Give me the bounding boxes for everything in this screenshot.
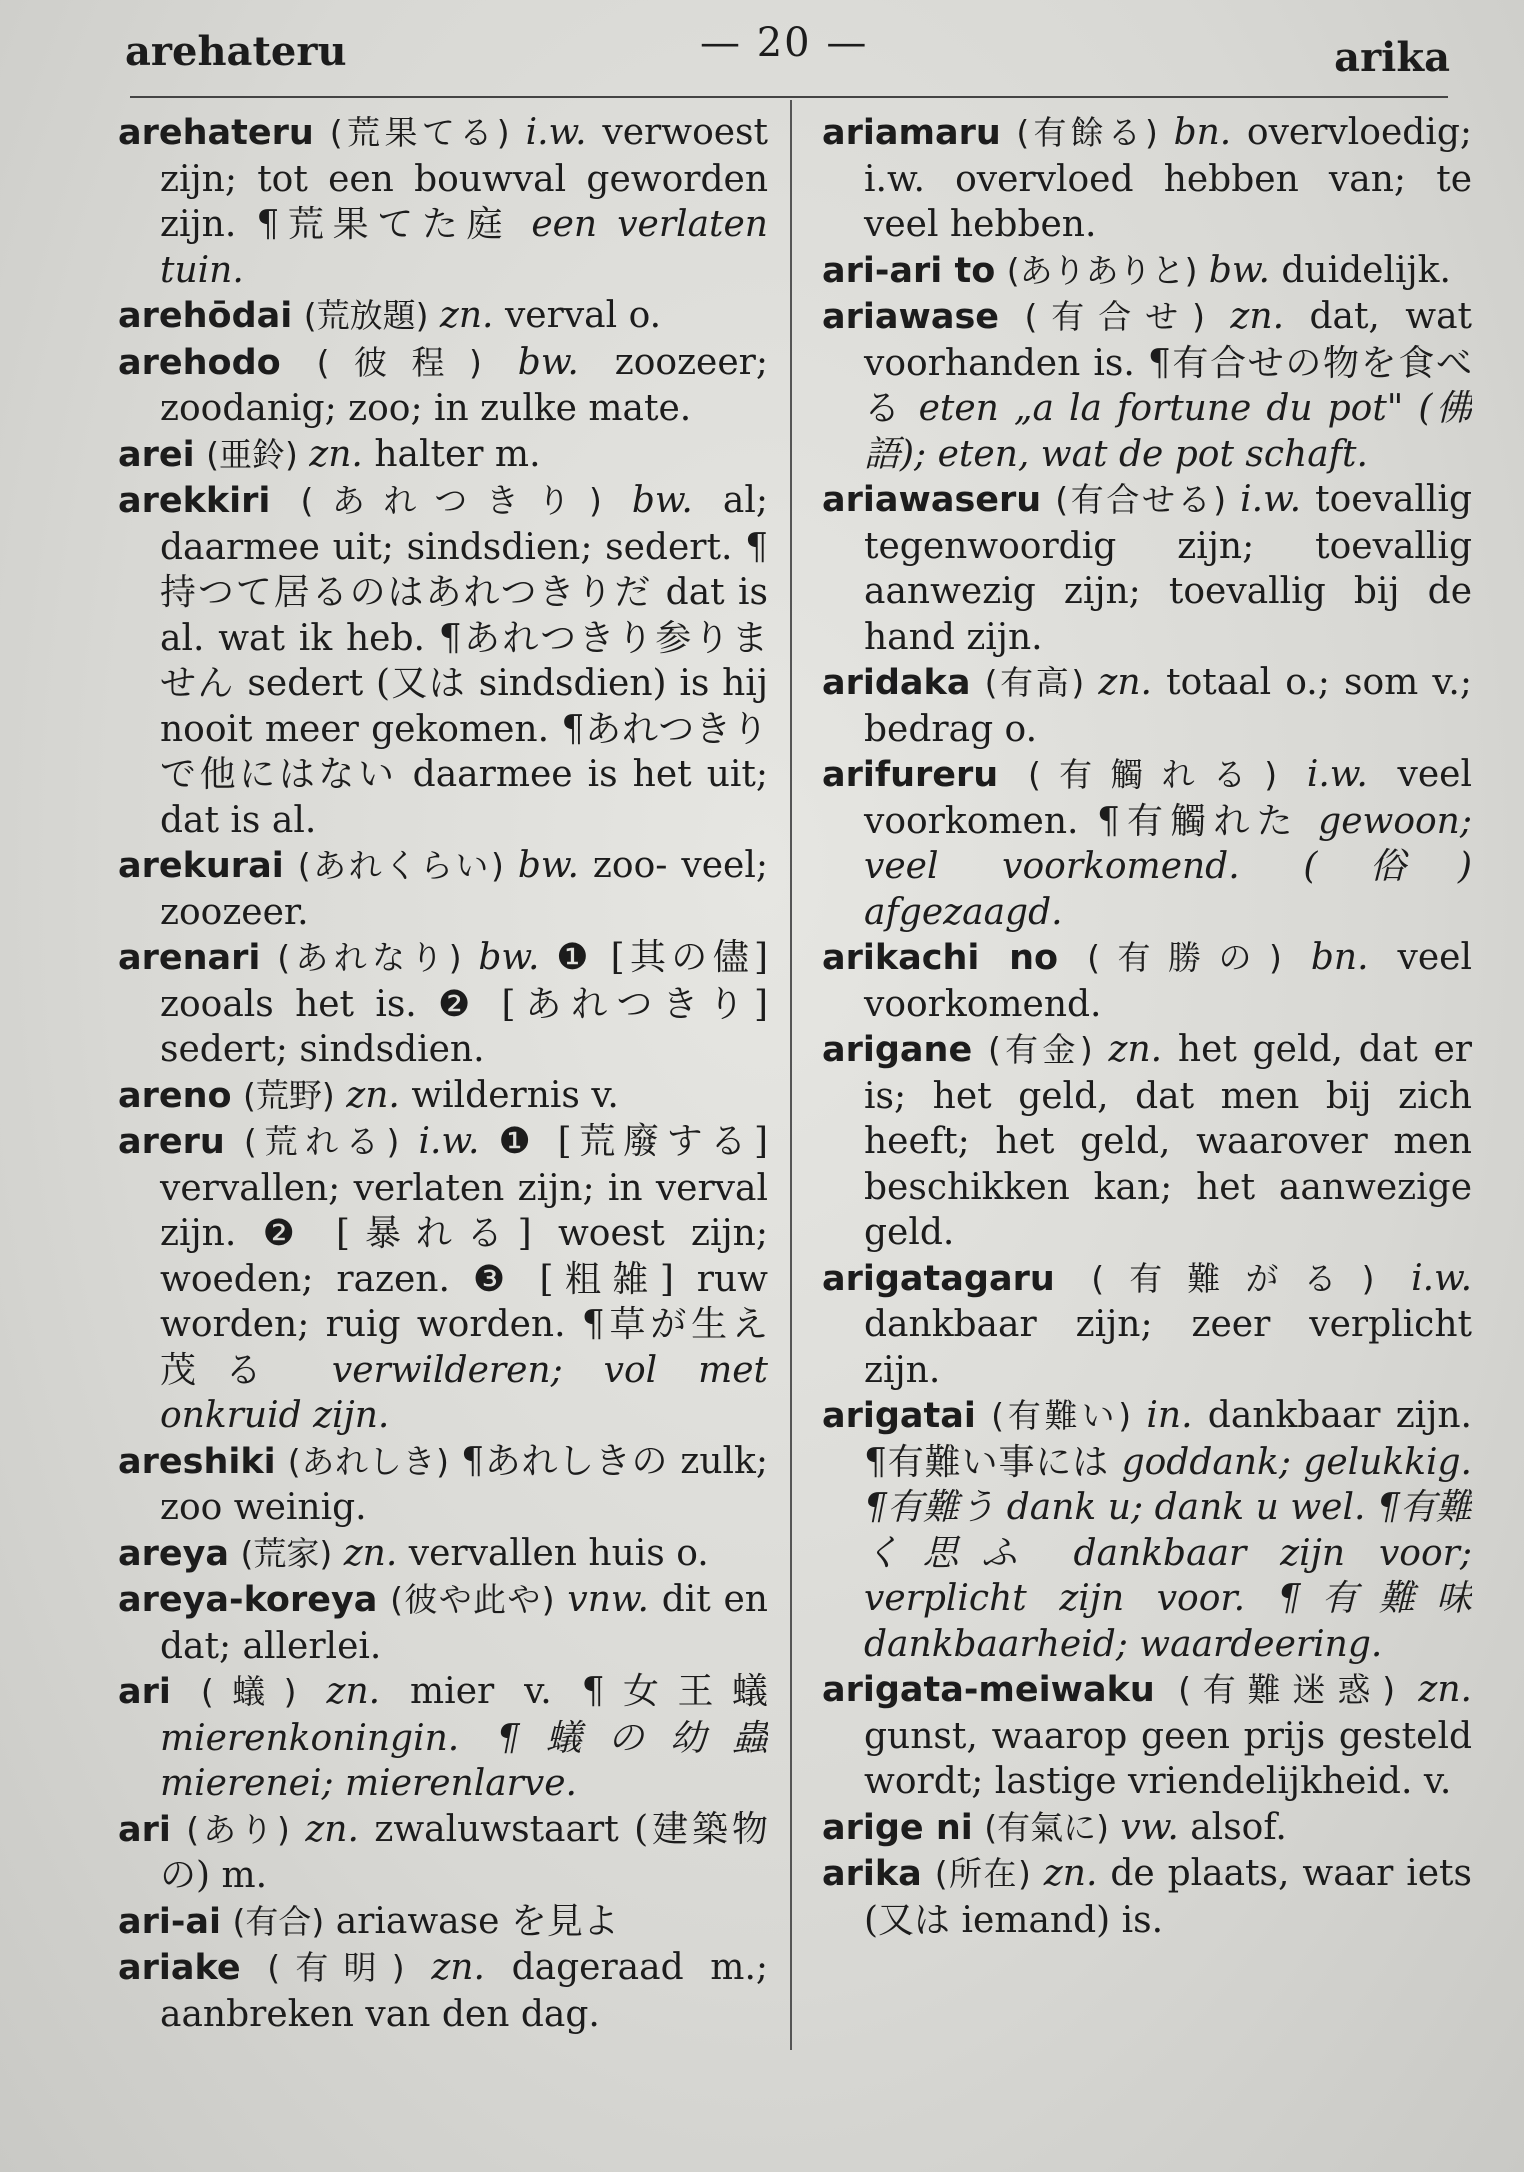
dictionary-entry — [822, 294, 1472, 477]
headword: ariake — [118, 1948, 241, 1988]
kanji-reading: (蟻) — [200, 1672, 297, 1711]
kanji-reading: (彼や此や) — [390, 1580, 555, 1619]
dictionary-entry — [822, 1393, 1472, 1667]
dictionary-entry — [822, 477, 1472, 660]
dictionary-entry — [822, 1667, 1472, 1805]
dictionary-entry — [118, 1439, 768, 1531]
part-of-speech: i.w. — [1411, 1257, 1472, 1299]
part-of-speech: zn. — [1043, 1853, 1098, 1894]
dictionary-entry — [118, 432, 768, 479]
kanji-reading: (有明) — [267, 1948, 405, 1987]
dictionary-entry — [822, 752, 1472, 935]
definition: verval o. — [504, 295, 662, 336]
part-of-speech: zn. — [1108, 1029, 1163, 1070]
part-of-speech: i.w. — [1306, 754, 1368, 795]
dictionary-entry — [118, 843, 768, 935]
headword: areya — [118, 1533, 230, 1574]
definition: ariawase を見よ — [335, 1900, 619, 1942]
headword: areno — [118, 1075, 232, 1116]
headword: areru — [118, 1122, 225, 1162]
dictionary-entry — [118, 1577, 768, 1669]
part-of-speech: bw. — [631, 480, 693, 521]
dictionary-entry — [118, 1669, 768, 1807]
headword: arehōdai — [118, 296, 293, 336]
running-head-right: arika — [1334, 34, 1450, 81]
part-of-speech: zn. — [1230, 296, 1285, 337]
example: gewoon; veel voorkomend. (俗) afgezaagd. — [864, 800, 1472, 933]
kanji-reading: (あれつきり) — [300, 481, 602, 520]
part-of-speech: zn. — [439, 295, 494, 336]
definition: dageraad m.; aanbreken van den dag. — [160, 1947, 768, 2035]
kanji-reading: (有餘る) — [1016, 113, 1158, 152]
kanji-reading: (荒放題) — [303, 296, 429, 335]
kanji-reading: (有合せ) — [1024, 297, 1206, 336]
part-of-speech: i.w. — [1240, 479, 1302, 520]
kanji-reading: (有難い) — [991, 1396, 1132, 1435]
kanji-reading: (荒野) — [243, 1075, 335, 1115]
part-of-speech: bw. — [517, 341, 579, 383]
definition: overvloedig; i.w. overvloed hebben van; te veel hebben. — [864, 112, 1472, 245]
dictionary-entry — [822, 1256, 1472, 1394]
part-of-speech: zn. — [431, 1947, 485, 1988]
definition: wildernis v. — [411, 1074, 619, 1116]
kanji-reading: (有勝の) — [1087, 938, 1282, 977]
part-of-speech: bw. — [1208, 249, 1270, 291]
headword: ariamaru — [822, 113, 1001, 153]
part-of-speech: bn. — [1173, 112, 1232, 153]
headword: arige ni — [822, 1807, 973, 1848]
kanji-reading: (所在) — [934, 1854, 1031, 1893]
kanji-reading: (有難迷惑) — [1178, 1670, 1396, 1709]
definition: verwoest zijn; tot een bouwval geworden zijn. ¶荒果てた庭 — [160, 112, 768, 245]
part-of-speech: i.w. — [525, 112, 587, 153]
kanji-reading: (有氣に) — [984, 1807, 1109, 1847]
definition: duidelijk. — [1281, 249, 1451, 291]
dictionary-entry — [118, 1945, 768, 2037]
dictionary-entry — [118, 340, 768, 432]
page-number: — 20 — — [700, 20, 869, 66]
definition: alsof. — [1190, 1806, 1287, 1848]
header-rule — [130, 96, 1448, 98]
definition: zoozeer; zoodanig; zoo; in zulke mate. — [160, 341, 768, 429]
definition: vervallen huis o. — [408, 1532, 709, 1574]
dictionary-entry — [118, 478, 768, 843]
headword: ari — [118, 1672, 171, 1712]
headword: arigatai — [822, 1396, 976, 1436]
kanji-reading: (荒家) — [240, 1533, 333, 1573]
dictionary-entry — [118, 293, 768, 340]
headword: areshiki — [118, 1441, 276, 1482]
kanji-reading: (あれしき) — [287, 1441, 450, 1481]
kanji-reading: (荒果てる) — [329, 113, 510, 152]
definition: gunst, waarop geen prijs gesteld wordt; lastige vriendelijkheid. v. — [864, 1715, 1472, 1802]
headword: arigata-meiwaku — [822, 1670, 1155, 1710]
running-head — [0, 18, 1524, 88]
headword: ariawase — [822, 297, 1000, 337]
definition: veel voorkomen. ¶有觸れた — [864, 754, 1472, 842]
part-of-speech: i.w. — [418, 1121, 480, 1162]
dictionary-entry — [822, 660, 1472, 752]
definition: toevallig tegenwoordig zijn; toevallig aanwezig zijn; toevallig bij de hand zijn. — [864, 479, 1472, 658]
headword: arehateru — [118, 113, 314, 153]
part-of-speech: zn. — [305, 1808, 359, 1850]
headword: areya-koreya — [118, 1580, 378, 1620]
part-of-speech: zn. — [326, 1671, 381, 1712]
headword: arei — [118, 434, 195, 475]
definition: dankbaar zijn; zeer verplicht zijn. — [864, 1304, 1472, 1391]
headword: arigatagaru — [822, 1258, 1055, 1299]
kanji-reading: (ありありと) — [1006, 250, 1198, 290]
right-column — [822, 110, 1472, 2070]
dictionary-entry — [118, 935, 768, 1073]
kanji-reading: (あれなり) — [277, 938, 462, 977]
dictionary-entry — [822, 110, 1472, 248]
example: mierenkoningin. ¶蟻の幼蟲 mierenei; mierenlarve. — [160, 1717, 768, 1804]
example: een verlaten tuin. — [160, 204, 768, 291]
kanji-reading: (有難がる) — [1091, 1258, 1375, 1298]
headword: arekurai — [118, 846, 284, 886]
headword: ari — [118, 1809, 171, 1850]
definition: dankbaar zijn. ¶有難い事には — [864, 1395, 1472, 1483]
headword: arekkiri — [118, 481, 271, 521]
definition: het geld, dat er is; het geld, dat men bij zich heeft; het geld, waarover men beschikken kan; het aanwezige geld. — [864, 1029, 1472, 1253]
part-of-speech: zn. — [343, 1532, 398, 1574]
left-column — [118, 110, 768, 2070]
definition: mier v. ¶女王蟻 — [410, 1671, 768, 1712]
definition: dat, wat voorhanden is. ¶有合せの物を食べる — [864, 296, 1472, 429]
part-of-speech: vw. — [1120, 1806, 1179, 1848]
kanji-reading: (有合せる) — [1055, 480, 1227, 519]
headword: arika — [822, 1854, 922, 1894]
column-divider — [790, 100, 792, 2050]
headword: arenari — [118, 938, 261, 978]
running-head-left: arehateru — [125, 28, 347, 75]
dictionary-entry — [118, 1899, 768, 1946]
part-of-speech: vnw. — [567, 1579, 649, 1620]
kanji-reading: (あり) — [186, 1809, 290, 1849]
definition: ❶ [其の儘] zooals het is. ❷ [あれつきり] sedert; sindsdien. — [160, 937, 768, 1070]
headword: arikachi no — [822, 938, 1059, 978]
headword: aridaka — [822, 663, 971, 703]
kanji-reading: (荒れる) — [243, 1122, 400, 1161]
part-of-speech: bw. — [478, 937, 540, 978]
example: goddank; gelukkig. ¶有難う dank u; dank u wel. ¶有難く思ふ dankbaar zijn voor; verplicht zijn voor. ¶有難味 dankbaarheid; waardeering. — [864, 1441, 1472, 1665]
definition: ❶ [荒廢する] vervallen; verlaten zijn; in verval zijn. ❷ [暴れる] woest zijn; woeden; razen. ❸ [粗雑] ruw worden; ruig worden. ¶草が生え茂る — [160, 1121, 768, 1391]
part-of-speech: in. — [1146, 1395, 1193, 1436]
dictionary-entry — [822, 1851, 1472, 1943]
part-of-speech: zn. — [346, 1074, 400, 1116]
headword: arehodo — [118, 342, 281, 383]
dictionary-entry — [822, 1805, 1472, 1852]
dictionary-entry — [118, 110, 768, 293]
part-of-speech: zn. — [309, 433, 363, 475]
definition: ¶あれしきの zulk; zoo weinig. — [160, 1440, 768, 1528]
kanji-reading: (亜鈴) — [206, 434, 298, 474]
dictionary-entry — [118, 1119, 768, 1439]
part-of-speech: zn. — [1098, 662, 1152, 703]
example: verwilderen; vol met onkruid zijn. — [160, 1349, 768, 1436]
definition: dit en dat; allerlei. — [160, 1579, 768, 1667]
dictionary-entry — [822, 1027, 1472, 1256]
part-of-speech: bn. — [1310, 937, 1369, 978]
kanji-reading: (有高) — [984, 663, 1085, 702]
headword: arigane — [822, 1030, 973, 1070]
dictionary-entry — [822, 248, 1472, 295]
dictionary-entry — [118, 1531, 768, 1578]
kanji-reading: (有合) — [232, 1901, 325, 1941]
definition: de plaats, waar iets (又は iemand) is. — [864, 1853, 1472, 1941]
kanji-reading: (有觸れる) — [1027, 755, 1278, 794]
dictionary-entry — [118, 1807, 768, 1899]
headword: ari-ari to — [822, 250, 996, 291]
part-of-speech: zn. — [1418, 1669, 1472, 1710]
kanji-reading: (彼程) — [316, 342, 482, 382]
example: eten „a la fortune du pot" (佛語); eten, wat de pot schaft. — [864, 388, 1472, 475]
dictionary-entry — [822, 935, 1472, 1027]
dictionary-entry — [118, 1073, 768, 1120]
headword: ariawaseru — [822, 480, 1042, 520]
headword: arifureru — [822, 755, 999, 795]
definition: veel voorkomend. — [864, 937, 1472, 1025]
headword: ari-ai — [118, 1901, 222, 1942]
kanji-reading: (あれくらい) — [297, 846, 504, 885]
kanji-reading: (有金) — [987, 1030, 1093, 1069]
definition: zoo- veel; zoozeer. — [160, 845, 768, 933]
definition: zwaluwstaart (建築物の) m. — [160, 1808, 768, 1896]
definition: halter m. — [374, 433, 541, 475]
definition: totaal o.; som v.; bedrag o. — [864, 662, 1472, 750]
definition: al; daarmee uit; sindsdien; sedert. ¶持つて居るのはあれつきりだ dat is al. wat ik heb. ¶あれつきり参りません sedert (又は sindsdien) is hij nooit meer gekomen. ¶あれつきりで他にはない daarmee is het uit; dat is al. — [160, 480, 768, 841]
part-of-speech: bw. — [517, 845, 579, 886]
